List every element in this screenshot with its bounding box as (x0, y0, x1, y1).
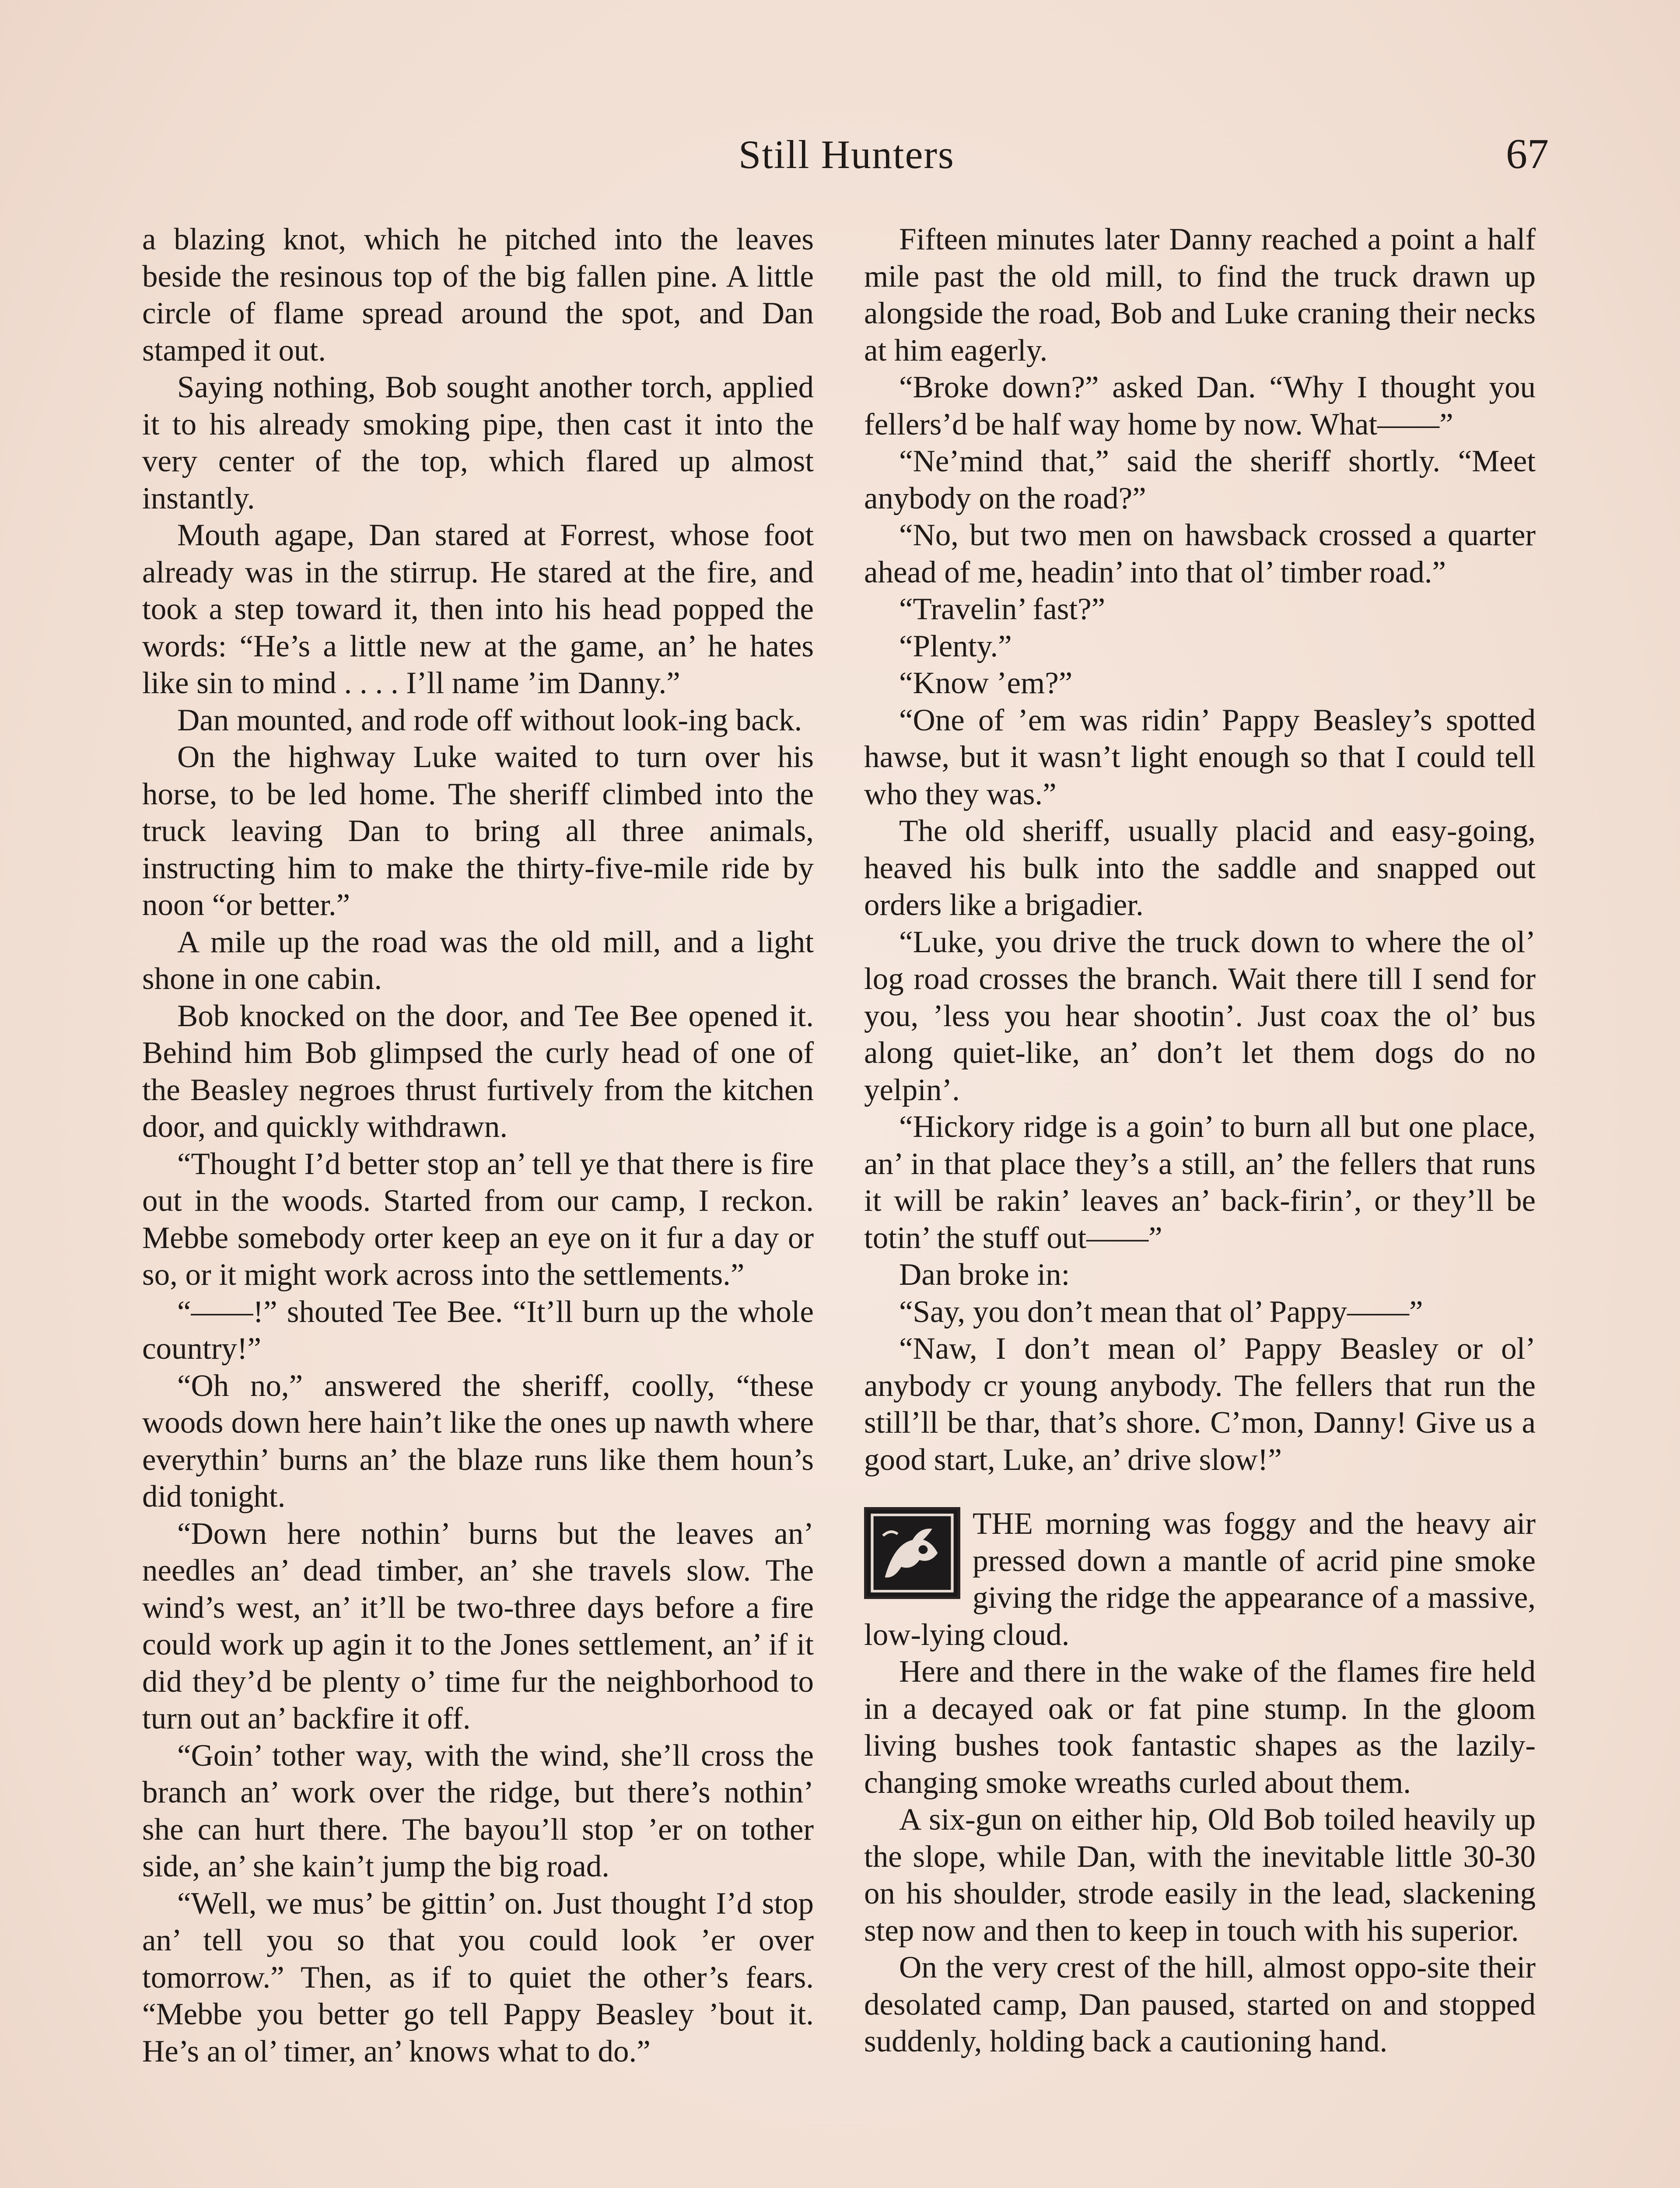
paragraph: Bob knocked on the door, and Tee Bee opened it. Behind him Bob glimpsed the curly head of one of the Beasley negroes thrust furtively from the kitchen door, and quickly withdrawn. (142, 999, 814, 1144)
paragraph: Fifteen minutes later Danny reached a point a half mile past the old mill, to find the truck drawn up alongside the road, Bob and Luke craning their necks at him eagerly. (864, 222, 1536, 368)
paragraph: “Down here nothin’ burns but the leaves an’ needles an’ dead timber, an’ she travels slow. The wind’s west, an’ it’ll be two-three days before a fire could work up agin it to the Jones settlement, an’ if it did they’d be plenty o’ time fur the neighborhood to turn out an’ backfire it off. (142, 1516, 814, 1736)
paragraph: A mile up the road was the old mill, and a light shone in one cabin. (142, 925, 814, 996)
paragraph: “Know ’em?” (899, 666, 1073, 700)
paragraph: On the highway Luke waited to turn over his horse, to be led home. The sheriff climbed into the truck leaving Dan to bring all three animals, instructing him to make the thirty-five-mile ride by noon “or better.” (142, 740, 814, 922)
paragraph: “Goin’ tother way, with the wind, she’ll cross the branch an’ work over the ridge, but there’s nothin’ she can hurt there. The bayou’ll stop ’er on tother side, an’ she kain’t jump the big road. (142, 1738, 814, 1883)
paragraph: Saying nothing, Bob sought another torch, applied it to his already smoking pipe, then cast it into the very center of the top, which flared up almost instantly. (142, 370, 814, 515)
paragraph: “Travelin’ fast?” (899, 592, 1106, 626)
left-column (142, 221, 814, 2070)
paragraph: “Luke, you drive the truck down to where the ol’ log road crosses the branch. Wait there till I send for you, ’less you hear shootin’. Just coax the ol’ bus along quiet-like, an’ don’t let them dogs do no yelpin’. (864, 925, 1536, 1107)
paragraph: Dan mounted, and rode off without look-ing back. (177, 703, 802, 737)
page-number: 67 (1506, 130, 1549, 178)
paragraph: “Hickory ridge is a goin’ to burn all but one place, an’ in that place they’s a still, an’ the fellers that runs it will be rakin’ leaves an’ back-firin’, or they’ll be totin’ the stuff out——” (864, 1110, 1536, 1255)
dropcap-paragraph (864, 1505, 1536, 1653)
paragraph: a blazing knot, which he pitched into the leaves beside the resinous top of the big fallen pine. A little circle of flame spread around the spot, and Dan stamped it out. (142, 222, 814, 368)
paragraph: “No, but two men on hawsback crossed a quarter ahead of me, headin’ into that ol’ timber road.” (864, 518, 1536, 589)
paragraph: The old sheriff, usually placid and easy-going, heaved his bulk into the saddle and snapped out orders like a brigadier. (864, 814, 1536, 922)
paragraph: “Oh no,” answered the sheriff, coolly, “these woods down here hain’t like the ones up nawth where everythin’ burns an’ the blaze runs like them houn’s did tonight. (142, 1368, 814, 1514)
paragraph: “Plenty.” (899, 629, 1012, 663)
paragraph: “Ne’mind that,” said the sheriff shortly. “Meet anybody on the road?” (864, 444, 1536, 515)
paragraph: “Naw, I don’t mean ol’ Pappy Beasley or ol’ anybody cr young anybody. The fellers that run the still’ll be thar, that’s shore. C’mon, Danny! Give us a good start, Luke, an’ drive slow!” (864, 1332, 1536, 1477)
paragraph: “Thought I’d better stop an’ tell ye that there is fire out in the woods. Started from our camp, I reckon. Mebbe somebody orter keep an eye on it fur a day or so, or it might work across into the settlements.” (142, 1147, 814, 1292)
dropcap-text: THE morning was foggy and the heavy air pressed down a mantle of acrid pine smoke giving the ridge the appearance of a massive, low-lying cloud. (864, 1507, 1536, 1652)
section-break (864, 1478, 1536, 1505)
paragraph: Dan broke in: (899, 1258, 1070, 1292)
right-column (864, 221, 1536, 2060)
paragraph: “Say, you don’t mean that ol’ Pappy——” (899, 1294, 1423, 1329)
paragraph: “Broke down?” asked Dan. “Why I thought you fellers’d be half way home by now. What——” (864, 370, 1536, 442)
paragraph: Mouth agape, Dan stared at Forrest, whose foot already was in the stirrup. He stared at the fire, and took a step toward it, then into his head popped the words: “He’s a little new at the game, an’ he hates like sin to mind . . . . I’ll name ’im Danny.” (142, 518, 814, 700)
running-head: Still Hunters (738, 132, 955, 177)
paragraph: A six-gun on either hip, Old Bob toiled heavily up the slope, while Dan, with the inevitable little 30-30 on his shoulder, strode easily in the lead, slackening step now and then to keep in touch with his superior. (864, 1802, 1536, 1948)
paragraph: On the very crest of the hill, almost oppo-site their desolated camp, Dan paused, started on and stopped suddenly, holding back a cautioning hand. (864, 1950, 1536, 2058)
page-header (144, 127, 1549, 193)
paragraph: Here and there in the wake of the flames fire held in a decayed oak or fat pine stump. In the gloom living bushes took fantastic shapes as the lazily-changing smoke wreaths curled about them. (864, 1655, 1536, 1800)
decorative-dropcap-icon (864, 1507, 960, 1599)
paragraph: “One of ’em was ridin’ Pappy Beasley’s spotted hawse, but it wasn’t light enough so that I could tell who they was.” (864, 703, 1536, 811)
paragraph: “——!” shouted Tee Bee. “It’ll burn up the whole country!” (142, 1294, 814, 1366)
paragraph: “Well, we mus’ be gittin’ on. Just thought I’d stop an’ tell you so that you could look ’er over tomorrow.” Then, as if to quiet the other’s fears. “Mebbe you better go tell Pappy Beasley ’bout it. He’s an ol’ timer, an’ knows what to do.” (142, 1886, 814, 2069)
